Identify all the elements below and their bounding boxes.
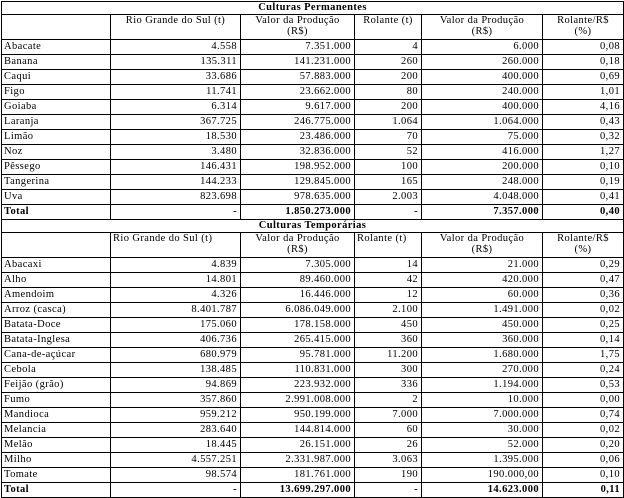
- rs-value-cell: 23.486.000: [241, 130, 355, 145]
- rolante-ratio-cell: 0,69: [543, 70, 624, 85]
- rolante-tons-cell: 190: [355, 468, 422, 483]
- table-row: [2, 288, 624, 303]
- rolante-ratio-cell: 0,00: [543, 393, 624, 408]
- rolante-value-cell: 1.194.000: [422, 378, 543, 393]
- rs-tons-cell: 135.311: [111, 55, 241, 70]
- rs-tons-cell: 94.869: [111, 378, 241, 393]
- table-row: [2, 348, 624, 363]
- rolante-value-cell: 60.000: [422, 288, 543, 303]
- table-row: [2, 85, 624, 100]
- rs-tons-cell: 6.314: [111, 100, 241, 115]
- header-rolante-ratio: Rolante/R$ (%): [543, 233, 624, 258]
- crop-name-cell: Alho: [2, 273, 111, 288]
- table-row: [2, 453, 624, 468]
- rolante-tons-cell: 4: [355, 40, 422, 55]
- crop-name-cell: Cana-de-açúcar: [2, 348, 111, 363]
- rolante-value-cell: 200.000: [422, 160, 543, 175]
- rs-tons-cell: 406.736: [111, 333, 241, 348]
- rolante-ratio-cell: 0,53: [543, 378, 624, 393]
- rs-value-cell: 223.932.000: [241, 378, 355, 393]
- table-row: [2, 190, 624, 205]
- rs-value-cell: 129.845.000: [241, 175, 355, 190]
- rs-value-cell: 16.446.000: [241, 288, 355, 303]
- rs-value-cell: 7.351.000: [241, 40, 355, 55]
- rs-value-cell: 246.775.000: [241, 115, 355, 130]
- rolante-value-cell: 21.000: [422, 258, 543, 273]
- table-row: [2, 423, 624, 438]
- rolante-ratio-cell: 0,02: [543, 303, 624, 318]
- header-empty-cell: [2, 15, 111, 40]
- crop-name-cell: Batata-Inglesa: [2, 333, 111, 348]
- rs-tons-cell: 11.741: [111, 85, 241, 100]
- table-row: [2, 303, 624, 318]
- table-total-row: [2, 483, 624, 498]
- header-empty-cell: [2, 233, 111, 258]
- rolante-tons-cell: 52: [355, 145, 422, 160]
- rolante-tons-cell: 14: [355, 258, 422, 273]
- rolante-value-cell: 248.000: [422, 175, 543, 190]
- rolante-tons-cell: 200: [355, 70, 422, 85]
- rs-value-cell: 32.836.000: [241, 145, 355, 160]
- rolante-ratio-cell: 4,16: [543, 100, 624, 115]
- rolante-tons-cell: 360: [355, 333, 422, 348]
- rolante-ratio-cell: 0,06: [543, 453, 624, 468]
- rs-value-cell: 178.158.000: [241, 318, 355, 333]
- crop-production-document: [1, 1, 623, 498]
- section-title-row: [2, 220, 624, 233]
- rs-value-cell: 7.305.000: [241, 258, 355, 273]
- header-rolante-tons: Rolante (t): [355, 15, 422, 40]
- rs-tons-cell: 144.233: [111, 175, 241, 190]
- rolante-value-cell: 4.048.000: [422, 190, 543, 205]
- header-row-temporarias: [2, 233, 624, 258]
- table-total-row: [2, 205, 624, 220]
- rs-value-cell: 89.460.000: [241, 273, 355, 288]
- table-row: [2, 100, 624, 115]
- rolante-ratio-cell: 0,14: [543, 333, 624, 348]
- crop-name-cell: Uva: [2, 190, 111, 205]
- rolante-tons-cell: 100: [355, 160, 422, 175]
- table-row: [2, 70, 624, 85]
- table-row: [2, 378, 624, 393]
- rs-tons-cell: 33.686: [111, 70, 241, 85]
- table-row: [2, 160, 624, 175]
- section-title-row: [2, 2, 624, 15]
- rolante-ratio-cell: 0,41: [543, 190, 624, 205]
- header-rolante-tons: Rolante (t): [355, 233, 422, 258]
- table-row: [2, 130, 624, 145]
- table-row: [2, 318, 624, 333]
- total-rolante-value-cell: 7.357.000: [422, 205, 543, 220]
- rolante-ratio-cell: 0,10: [543, 160, 624, 175]
- rs-value-cell: 2.331.987.000: [241, 453, 355, 468]
- crop-name-cell: Tomate: [2, 468, 111, 483]
- table-row: [2, 40, 624, 55]
- rs-tons-cell: 4.557.251: [111, 453, 241, 468]
- rolante-value-cell: 30.000: [422, 423, 543, 438]
- total-rolante-value-cell: 14.623.000: [422, 483, 543, 498]
- rs-tons-cell: 959.212: [111, 408, 241, 423]
- rolante-tons-cell: 200: [355, 100, 422, 115]
- rolante-ratio-cell: 1,75: [543, 348, 624, 363]
- table-row: [2, 363, 624, 378]
- rs-tons-cell: 14.801: [111, 273, 241, 288]
- rolante-value-cell: 400.000: [422, 70, 543, 85]
- rolante-tons-cell: 70: [355, 130, 422, 145]
- rolante-ratio-cell: 0,74: [543, 408, 624, 423]
- table-row: [2, 273, 624, 288]
- rolante-ratio-cell: 0,43: [543, 115, 624, 130]
- rolante-ratio-cell: 0,29: [543, 258, 624, 273]
- rolante-ratio-cell: 0,24: [543, 363, 624, 378]
- crop-name-cell: Pêssego: [2, 160, 111, 175]
- rolante-ratio-cell: 0,47: [543, 273, 624, 288]
- crop-name-cell: Cebola: [2, 363, 111, 378]
- rs-value-cell: 198.952.000: [241, 160, 355, 175]
- rolante-ratio-cell: 0,20: [543, 438, 624, 453]
- crop-name-cell: Milho: [2, 453, 111, 468]
- rolante-value-cell: 260.000: [422, 55, 543, 70]
- crop-name-cell: Mandioca: [2, 408, 111, 423]
- rolante-value-cell: 416.000: [422, 145, 543, 160]
- rs-value-cell: 2.991.008.000: [241, 393, 355, 408]
- rolante-ratio-cell: 0,08: [543, 40, 624, 55]
- rolante-value-cell: 1.395.000: [422, 453, 543, 468]
- rolante-tons-cell: 165: [355, 175, 422, 190]
- rolante-value-cell: 1.064.000: [422, 115, 543, 130]
- rolante-tons-cell: 336: [355, 378, 422, 393]
- crop-name-cell: Abacate: [2, 40, 111, 55]
- rolante-tons-cell: 2.003: [355, 190, 422, 205]
- crop-name-cell: Limão: [2, 130, 111, 145]
- total-rs-tons-cell: -: [111, 205, 241, 220]
- rs-tons-cell: 367.725: [111, 115, 241, 130]
- total-rolante-ratio-cell: 0,40: [543, 205, 624, 220]
- rs-value-cell: 6.086.049.000: [241, 303, 355, 318]
- header-rs-tons: Rio Grande do Sul (t): [111, 15, 241, 40]
- rolante-tons-cell: 7.000: [355, 408, 422, 423]
- crop-name-cell: Fumo: [2, 393, 111, 408]
- table-row: [2, 115, 624, 130]
- rs-value-cell: 265.415.000: [241, 333, 355, 348]
- header-row-permanentes: [2, 15, 624, 40]
- crop-name-cell: Caqui: [2, 70, 111, 85]
- section-title-temporarias: Culturas Temporárias: [2, 220, 624, 233]
- crop-name-cell: Melão: [2, 438, 111, 453]
- header-rs-tons: Rio Grande do Sul (t): [111, 233, 241, 258]
- rolante-value-cell: 400.000: [422, 100, 543, 115]
- rolante-value-cell: 450.000: [422, 318, 543, 333]
- rs-value-cell: 26.151.000: [241, 438, 355, 453]
- rs-value-cell: 95.781.000: [241, 348, 355, 363]
- rs-value-cell: 141.231.000: [241, 55, 355, 70]
- rs-value-cell: 144.814.000: [241, 423, 355, 438]
- crop-name-cell: Melancia: [2, 423, 111, 438]
- rolante-ratio-cell: 1,01: [543, 85, 624, 100]
- rolante-value-cell: 270.000: [422, 363, 543, 378]
- rs-tons-cell: 98.574: [111, 468, 241, 483]
- rolante-tons-cell: 26: [355, 438, 422, 453]
- rolante-value-cell: 1.491.000: [422, 303, 543, 318]
- total-rolante-tons-cell: -: [355, 205, 422, 220]
- rolante-tons-cell: 60: [355, 423, 422, 438]
- table-row: [2, 145, 624, 160]
- rolante-ratio-cell: 0,36: [543, 288, 624, 303]
- rolante-ratio-cell: 0,25: [543, 318, 624, 333]
- total-crop-name-cell: Total: [2, 483, 111, 498]
- rs-tons-cell: 4.558: [111, 40, 241, 55]
- rolante-tons-cell: 12: [355, 288, 422, 303]
- rolante-ratio-cell: 0,10: [543, 468, 624, 483]
- rolante-ratio-cell: 0,19: [543, 175, 624, 190]
- rolante-tons-cell: 42: [355, 273, 422, 288]
- rs-tons-cell: 823.698: [111, 190, 241, 205]
- total-rolante-tons-cell: -: [355, 483, 422, 498]
- rolante-value-cell: 7.000.000: [422, 408, 543, 423]
- table-row: [2, 258, 624, 273]
- crop-name-cell: Amendoim: [2, 288, 111, 303]
- rolante-tons-cell: 11.200: [355, 348, 422, 363]
- total-crop-name-cell: Total: [2, 205, 111, 220]
- rs-tons-cell: 680.979: [111, 348, 241, 363]
- total-rs-value-cell: 13.699.297.000: [241, 483, 355, 498]
- header-rolante-ratio: Rolante/R$ (%): [543, 15, 624, 40]
- total-rs-tons-cell: -: [111, 483, 241, 498]
- rs-tons-cell: 175.060: [111, 318, 241, 333]
- crop-production-table: [1, 1, 624, 498]
- rolante-value-cell: 360.000: [422, 333, 543, 348]
- rs-tons-cell: 138.485: [111, 363, 241, 378]
- crop-name-cell: Figo: [2, 85, 111, 100]
- rolante-ratio-cell: 1,27: [543, 145, 624, 160]
- rs-tons-cell: 357.860: [111, 393, 241, 408]
- table-row: [2, 333, 624, 348]
- header-valor-rolante: Valor da Produção (R$): [422, 233, 543, 258]
- table-row: [2, 438, 624, 453]
- rolante-value-cell: 52.000: [422, 438, 543, 453]
- crop-name-cell: Batata-Doce: [2, 318, 111, 333]
- table-row: [2, 408, 624, 423]
- crop-name-cell: Arroz (casca): [2, 303, 111, 318]
- rolante-value-cell: 10.000: [422, 393, 543, 408]
- crop-name-cell: Feijão (grão): [2, 378, 111, 393]
- crop-name-cell: Abacaxi: [2, 258, 111, 273]
- rolante-tons-cell: 2: [355, 393, 422, 408]
- crop-name-cell: Banana: [2, 55, 111, 70]
- rolante-value-cell: 190.000,00: [422, 468, 543, 483]
- rs-tons-cell: 146.431: [111, 160, 241, 175]
- header-valor-rolante: Valor da Produção (R$): [422, 15, 543, 40]
- crop-name-cell: Tangerina: [2, 175, 111, 190]
- rs-tons-cell: 18.530: [111, 130, 241, 145]
- rolante-value-cell: 240.000: [422, 85, 543, 100]
- rs-value-cell: 23.662.000: [241, 85, 355, 100]
- rs-value-cell: 9.617.000: [241, 100, 355, 115]
- rolante-value-cell: 1.680.000: [422, 348, 543, 363]
- rolante-value-cell: 75.000: [422, 130, 543, 145]
- table-row: [2, 393, 624, 408]
- rs-tons-cell: 4.839: [111, 258, 241, 273]
- table-row: [2, 175, 624, 190]
- rs-value-cell: 950.199.000: [241, 408, 355, 423]
- rs-tons-cell: 18.445: [111, 438, 241, 453]
- rolante-value-cell: 6.000: [422, 40, 543, 55]
- rs-tons-cell: 8.401.787: [111, 303, 241, 318]
- crop-name-cell: Goiaba: [2, 100, 111, 115]
- rs-tons-cell: 283.640: [111, 423, 241, 438]
- rs-value-cell: 181.761.000: [241, 468, 355, 483]
- table-row: [2, 468, 624, 483]
- crop-name-cell: Noz: [2, 145, 111, 160]
- rolante-ratio-cell: 0,18: [543, 55, 624, 70]
- rolante-tons-cell: 450: [355, 318, 422, 333]
- rolante-tons-cell: 1.064: [355, 115, 422, 130]
- rolante-tons-cell: 260: [355, 55, 422, 70]
- table-body: [2, 2, 624, 498]
- rolante-tons-cell: 300: [355, 363, 422, 378]
- crop-name-cell: Laranja: [2, 115, 111, 130]
- header-valor-rs: Valor da Produção (R$): [241, 15, 355, 40]
- total-rs-value-cell: 1.850.273.000: [241, 205, 355, 220]
- rs-value-cell: 978.635.000: [241, 190, 355, 205]
- rs-value-cell: 57.883.000: [241, 70, 355, 85]
- rolante-tons-cell: 2.100: [355, 303, 422, 318]
- rs-value-cell: 110.831.000: [241, 363, 355, 378]
- rolante-ratio-cell: 0,02: [543, 423, 624, 438]
- header-valor-rs: Valor da Produção (R$): [241, 233, 355, 258]
- rs-tons-cell: 3.480: [111, 145, 241, 160]
- rs-tons-cell: 4.326: [111, 288, 241, 303]
- total-rolante-ratio-cell: 0,11: [543, 483, 624, 498]
- rolante-value-cell: 420.000: [422, 273, 543, 288]
- section-title-permanentes: Culturas Permanentes: [2, 2, 624, 15]
- rolante-tons-cell: 3.063: [355, 453, 422, 468]
- table-row: [2, 55, 624, 70]
- rolante-ratio-cell: 0,32: [543, 130, 624, 145]
- rolante-tons-cell: 80: [355, 85, 422, 100]
